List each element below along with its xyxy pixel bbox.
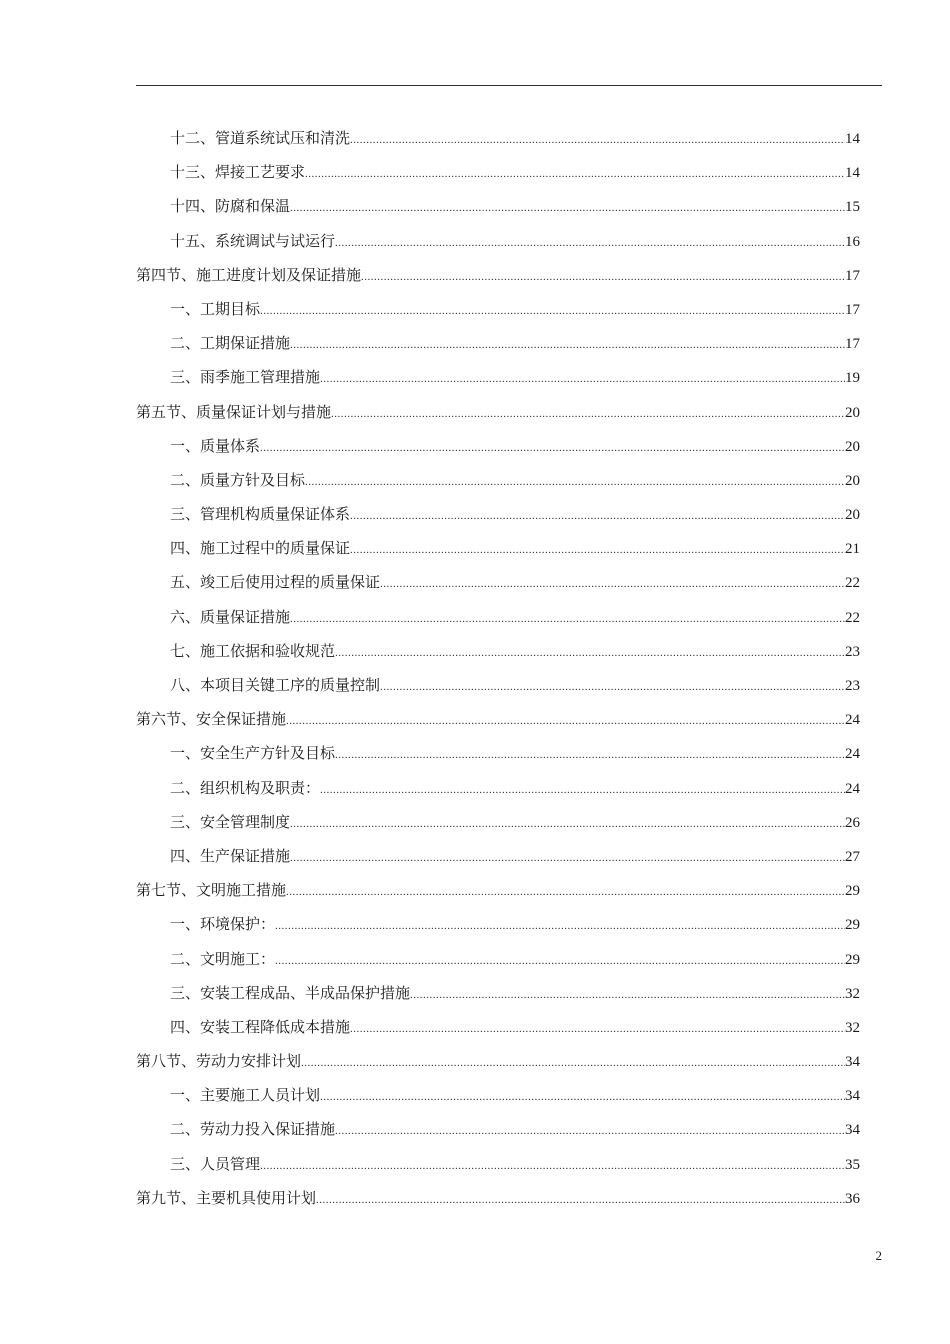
toc-dot-leader (320, 773, 845, 807)
toc-dot-leader (335, 636, 845, 670)
toc-subsection-entry[interactable] (136, 360, 860, 394)
toc-entry-title: 五、竣工后使用过程的质量保证 (170, 573, 381, 592)
toc-entry-title: 十五、系统调试与试运行 (170, 231, 336, 250)
toc-dot-leader (350, 123, 845, 157)
toc-subsection-entry[interactable] (136, 771, 860, 805)
toc-subsection-entry[interactable] (136, 189, 860, 223)
toc-entry-title: 二、文明施工： (170, 949, 276, 968)
toc-entry-page: 14 (845, 165, 860, 182)
toc-entry-title: 三、雨季施工管理措施 (170, 368, 321, 387)
toc-entry-page: 29 (845, 917, 860, 934)
toc-subsection-entry[interactable] (136, 497, 860, 531)
toc-dot-leader (335, 1114, 845, 1148)
toc-entry-title: 二、工期保证措施 (170, 334, 291, 353)
toc-dot-leader (301, 1046, 845, 1080)
toc-dot-leader (286, 704, 845, 738)
toc-entry-title: 一、安全生产方针及目标 (170, 744, 336, 763)
toc-entry-page: 34 (845, 1122, 860, 1139)
toc-section-entry[interactable] (136, 873, 860, 907)
toc-subsection-entry[interactable] (136, 292, 860, 326)
toc-dot-leader (335, 738, 845, 772)
toc-entry-title: 四、施工过程中的质量保证 (170, 539, 351, 558)
toc-subsection-entry[interactable] (136, 805, 860, 839)
toc-subsection-entry[interactable] (136, 907, 860, 941)
toc-subsection-entry[interactable] (136, 736, 860, 770)
toc-dot-leader (290, 807, 845, 841)
toc-entry-page: 22 (845, 575, 860, 592)
toc-dot-leader (331, 397, 845, 431)
toc-dot-leader (335, 226, 845, 260)
toc-dot-leader (410, 978, 845, 1012)
toc-dot-leader (350, 499, 845, 533)
toc-entry-title: 一、主要施工人员计划 (170, 1086, 321, 1105)
toc-dot-leader (275, 909, 845, 943)
toc-section-entry[interactable] (136, 702, 860, 736)
toc-subsection-entry[interactable] (136, 224, 860, 258)
toc-subsection-entry[interactable] (136, 1112, 860, 1146)
toc-entry-page: 24 (845, 712, 860, 729)
toc-section-entry[interactable] (136, 395, 860, 429)
toc-subsection-entry[interactable] (136, 942, 860, 976)
toc-dot-leader (290, 602, 845, 636)
toc-dot-leader (320, 1080, 845, 1114)
toc-dot-leader (260, 431, 845, 465)
toc-entry-page: 20 (845, 404, 860, 421)
toc-subsection-entry[interactable] (136, 839, 860, 873)
toc-entry-title: 第五节、质量保证计划与措施 (136, 402, 332, 421)
toc-entry-page: 27 (845, 848, 860, 865)
toc-subsection-entry[interactable] (136, 668, 860, 702)
toc-dot-leader (305, 465, 845, 499)
toc-entry-title: 三、人员管理 (170, 1154, 261, 1173)
toc-entry-page: 22 (845, 609, 860, 626)
toc-entry-title: 六、质量保证措施 (170, 607, 291, 626)
toc-entry-page: 16 (845, 233, 860, 250)
toc-entry-page: 29 (845, 883, 860, 900)
toc-entry-page: 24 (845, 746, 860, 763)
toc-entry-title: 二、组织机构及职责： (170, 778, 321, 797)
toc-entry-title: 十二、管道系统试压和清洗 (170, 129, 351, 147)
toc-entry-title: 三、安全管理制度 (170, 812, 291, 831)
toc-subsection-entry[interactable] (136, 463, 860, 497)
toc-dot-leader (361, 260, 845, 294)
toc-entry-page: 34 (845, 1088, 860, 1105)
toc-entry-page: 19 (845, 370, 860, 387)
toc-entry-page: 32 (845, 985, 860, 1002)
toc-entry-title: 二、劳动力投入保证措施 (170, 1120, 336, 1139)
toc-entry-page: 17 (845, 301, 860, 318)
toc-entry-title: 第八节、劳动力安排计划 (136, 1052, 302, 1071)
toc-subsection-entry[interactable] (136, 429, 860, 463)
toc-dot-leader (320, 362, 845, 396)
toc-subsection-entry[interactable] (136, 326, 860, 360)
toc-subsection-entry[interactable] (136, 634, 860, 668)
toc-subsection-entry[interactable] (136, 155, 860, 189)
toc-entry-page: 35 (845, 1156, 860, 1173)
toc-section-entry[interactable] (136, 258, 860, 292)
toc-entry-title: 第六节、安全保证措施 (136, 710, 287, 729)
toc-dot-leader (290, 841, 845, 875)
toc-subsection-entry[interactable] (136, 1147, 860, 1181)
toc-entry-page: 32 (845, 1019, 860, 1036)
toc-entry-title: 第四节、施工进度计划及保证措施 (136, 265, 362, 284)
toc-subsection-entry[interactable] (136, 1078, 860, 1112)
toc-dot-leader (350, 533, 845, 567)
toc-dot-leader (260, 294, 845, 328)
toc-entry-page: 29 (845, 951, 860, 968)
toc-dot-leader (350, 1012, 845, 1046)
toc-subsection-entry[interactable] (136, 1010, 860, 1044)
toc-subsection-entry[interactable] (136, 600, 860, 634)
toc-section-entry[interactable] (136, 1181, 860, 1215)
toc-entry-title: 第七节、文明施工措施 (136, 881, 287, 900)
toc-dot-leader (260, 1149, 845, 1183)
toc-entry-page: 17 (845, 267, 860, 284)
toc-entry-page: 15 (845, 199, 860, 216)
toc-entry-page: 23 (845, 678, 860, 694)
toc-subsection-entry[interactable] (136, 565, 860, 599)
toc-entry-title: 三、管理机构质量保证体系 (170, 505, 351, 524)
toc-entry-page: 36 (845, 1190, 860, 1207)
toc-entry-title: 十四、防腐和保温 (170, 197, 291, 216)
toc-dot-leader (290, 328, 845, 362)
toc-entry-page: 17 (845, 336, 860, 353)
toc-dot-leader (290, 191, 845, 225)
toc-entry-title: 八、本项目关键工序的质量控制 (170, 676, 381, 694)
toc-entry-page: 26 (845, 814, 860, 831)
toc-subsection-entry[interactable] (136, 121, 860, 155)
toc-entry-title: 四、生产保证措施 (170, 846, 291, 865)
toc-dot-leader (380, 567, 845, 601)
toc-entry-title: 一、工期目标 (170, 299, 261, 318)
table-of-contents (136, 121, 860, 1215)
toc-entry-title: 一、质量体系 (170, 436, 261, 455)
toc-entry-page: 34 (845, 1054, 860, 1071)
page-number: 2 (875, 1248, 882, 1263)
toc-entry-title: 四、安装工程降低成本措施 (170, 1017, 351, 1036)
toc-subsection-entry[interactable] (136, 531, 860, 565)
toc-dot-leader (275, 944, 845, 978)
toc-subsection-entry[interactable] (136, 976, 860, 1010)
toc-entry-page: 20 (845, 438, 860, 455)
toc-entry-page: 23 (845, 643, 860, 660)
toc-section-entry[interactable] (136, 1044, 860, 1078)
toc-dot-leader (380, 670, 845, 704)
toc-entry-page: 20 (845, 472, 860, 489)
toc-entry-title: 二、质量方针及目标 (170, 470, 306, 489)
toc-entry-page: 24 (845, 780, 860, 797)
toc-entry-page: 14 (845, 131, 860, 147)
toc-entry-title: 十三、焊接工艺要求 (170, 163, 306, 182)
toc-entry-page: 20 (845, 507, 860, 524)
header-rule (136, 85, 882, 86)
toc-dot-leader (305, 157, 845, 191)
toc-entry-title: 一、环境保护： (170, 915, 276, 934)
toc-entry-title: 三、安装工程成品、半成品保护措施 (170, 983, 411, 1002)
toc-dot-leader (316, 1183, 845, 1217)
toc-entry-page: 21 (845, 541, 860, 558)
toc-entry-title: 七、施工依据和验收规范 (170, 641, 336, 660)
toc-dot-leader (286, 875, 845, 909)
toc-entry-title: 第九节、主要机具使用计划 (136, 1188, 317, 1207)
